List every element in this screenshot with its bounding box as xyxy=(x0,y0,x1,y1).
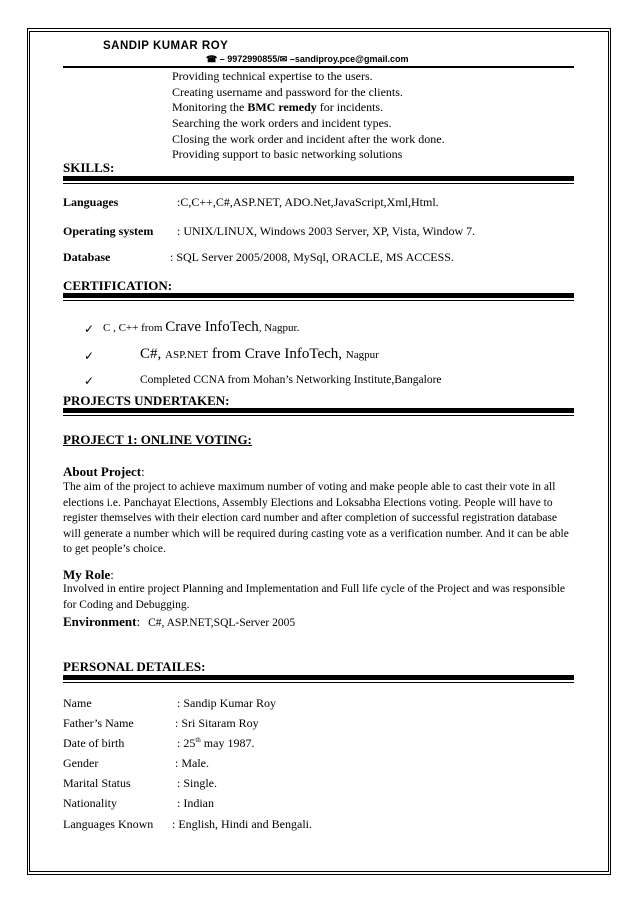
dob-a: : 25 xyxy=(177,736,196,750)
role-label: My Role xyxy=(63,567,111,582)
responsibility-1: Providing technical expertise to the users. xyxy=(172,69,373,83)
my-role-heading xyxy=(63,567,114,583)
cert-1-a: C , C++ from xyxy=(103,322,166,334)
responsibility-5: Closing the work order and incident after the work done. xyxy=(172,132,445,146)
personal-bar-thin xyxy=(63,682,574,683)
cert-2-c: from Crave InfoTech, xyxy=(208,346,346,362)
skill-label-os: Operating system xyxy=(63,224,154,238)
personal-label-dob: Date of birth xyxy=(63,736,125,750)
personal-value-marital: : Single. xyxy=(177,776,218,790)
personal-bar xyxy=(63,675,574,680)
skills-bar xyxy=(63,176,574,181)
project-label: PROJECT 1 xyxy=(63,432,134,447)
skill-value-languages: :C,C++,C#,ASP.NET, ADO.Net,JavaScript,Xml,Html. xyxy=(177,195,439,209)
env-label: Environment xyxy=(63,614,137,629)
responsibility-6: Providing support to basic networking solutions xyxy=(172,147,403,161)
candidate-name: SANDIP KUMAR ROY xyxy=(103,40,229,52)
check-icon: ✓ xyxy=(84,349,95,363)
skill-label-languages: Languages xyxy=(63,195,119,209)
cert-2-b: ASP.NET xyxy=(165,349,209,361)
project-1-title xyxy=(63,432,252,448)
my-role-text: Involved in entire project Planning and Implementation and Full life cycle of the Project and was responsible for Coding and Debugging. xyxy=(63,583,566,611)
responsibility-3 xyxy=(172,100,383,115)
about-label: About Project xyxy=(63,464,142,479)
personal-label-father: Father’s Name xyxy=(63,716,134,730)
about-colon: : xyxy=(141,464,145,479)
skills-heading: SKILLS: xyxy=(63,160,115,175)
check-icon: ✓ xyxy=(84,374,95,388)
about-project-heading xyxy=(63,464,145,480)
skill-value-database: : SQL Server 2005/2008, MySql, ORACLE, MS ACCESS. xyxy=(170,250,454,264)
skill-label-database: Database xyxy=(63,250,111,264)
project-sep: : xyxy=(133,432,141,447)
skill-value-os: : UNIX/LINUX, Windows 2003 Server, XP, Vista, Window 7. xyxy=(177,224,476,238)
personal-label-gender: Gender xyxy=(63,756,99,770)
role-colon: : xyxy=(110,567,114,582)
cert-2-d: Nagpur xyxy=(345,349,379,361)
personal-value-father: : Sri Sitaram Roy xyxy=(175,716,259,730)
responsibility-4: Searching the work orders and incident types. xyxy=(172,116,392,130)
cert-2-a: C#, xyxy=(140,346,166,362)
personal-label-name: Name xyxy=(63,696,92,710)
cert-item-2 xyxy=(140,345,379,363)
personal-label-marital: Marital Status xyxy=(63,776,131,790)
personal-label-nationality: Nationality xyxy=(63,796,117,810)
personal-value-languages: : English, Hindi and Bengali. xyxy=(172,817,312,831)
responsibility-3-c: for incidents. xyxy=(316,100,384,114)
personal-value-dob xyxy=(177,736,254,751)
personal-label-languages: Languages Known xyxy=(63,817,154,831)
certification-bar-thin xyxy=(63,300,574,301)
projects-bar-thin xyxy=(63,415,574,416)
personal-value-nationality: : Indian xyxy=(177,796,214,810)
responsibility-3-a: Monitoring the xyxy=(172,100,248,114)
dob-sup: th xyxy=(195,736,201,744)
responsibility-2: Creating username and password for the clients. xyxy=(172,85,403,99)
header-rule xyxy=(63,66,574,68)
dob-b: may 1987. xyxy=(200,736,255,750)
personal-value-gender: : Male. xyxy=(175,756,209,770)
projects-heading: PROJECTS UNDERTAKEN: xyxy=(63,393,230,408)
certification-bar xyxy=(63,293,574,298)
personal-value-name: : Sandip Kumar Roy xyxy=(177,696,276,710)
projects-bar xyxy=(63,408,574,413)
env-colon: : xyxy=(136,614,141,629)
cert-1-c: , Nagpur. xyxy=(258,322,300,334)
env-text: C#, ASP.NET,SQL-Server 2005 xyxy=(148,617,296,629)
cert-item-1 xyxy=(103,318,299,336)
about-project-text: The aim of the project to achieve maximum number of voting and make people able to cast their vote in all elections i.e. Panchayat Elections, Assembly Elections and Loksabha Elections voting. People will have to register themselves with their election card number and after completion of successful registration database will generate a number which will be required during casting vote as a verification number. And it can be able to get people’s choice. xyxy=(63,481,569,555)
cert-item-3: Completed CCNA from Mohan’s Networking Institute,Bangalore xyxy=(140,374,442,386)
check-icon: ✓ xyxy=(84,322,95,336)
certification-heading: CERTIFICATION: xyxy=(63,278,173,293)
contact-info: ☎ – 9972990855/✉ –sandiproy.pce@gmail.com xyxy=(206,54,409,64)
environment-line xyxy=(63,613,295,631)
personal-heading: PERSONAL DETAILES: xyxy=(63,659,206,674)
project-name: ONLINE VOTING: xyxy=(140,432,252,447)
cert-1-b: Crave InfoTech xyxy=(165,319,259,335)
responsibility-3-bold: BMC remedy xyxy=(247,100,317,114)
skills-bar-thin xyxy=(63,183,574,184)
